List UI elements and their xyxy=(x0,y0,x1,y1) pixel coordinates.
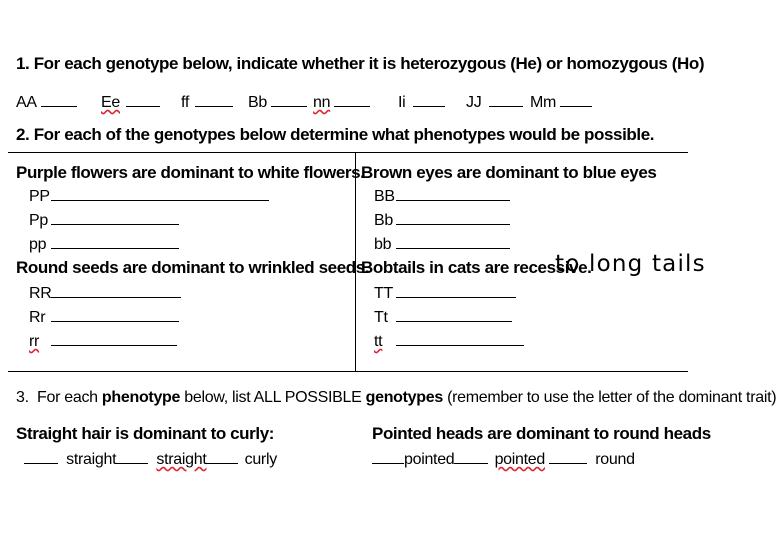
answer-blank[interactable] xyxy=(396,186,510,201)
q1-genotype-aa: AA xyxy=(16,92,77,112)
answer-blank[interactable] xyxy=(51,307,179,322)
pointed-heads-heading: Pointed heads are dominant to round heads xyxy=(372,424,711,443)
answer-blank[interactable] xyxy=(51,331,177,346)
answer-blank[interactable] xyxy=(396,283,516,298)
q3-title: 3. For each phenotype below, list ALL POSSIBLE genotypes (remember to use the letter of the dominant trait) xyxy=(16,389,776,406)
q1-genotype-jj: JJ xyxy=(466,92,523,112)
answer-blank[interactable] xyxy=(334,92,370,107)
rr-hetero-row: Rr xyxy=(29,307,179,327)
answer-blank[interactable] xyxy=(396,234,510,249)
tt-hetero-row: Tt xyxy=(374,307,512,327)
bb-dominant-row: BB xyxy=(374,186,510,206)
q1-genotype-mm: Mm xyxy=(530,92,592,112)
answer-blank[interactable] xyxy=(549,449,587,464)
answer-blank[interactable] xyxy=(396,210,510,225)
answer-blank[interactable] xyxy=(51,186,269,201)
bobtails-heading: Bobtails in cats are recessive. xyxy=(361,258,592,277)
answer-blank[interactable] xyxy=(116,449,148,464)
answer-blank[interactable] xyxy=(206,449,238,464)
answer-blank[interactable] xyxy=(51,283,181,298)
answer-blank[interactable] xyxy=(489,92,523,107)
answer-blank[interactable] xyxy=(126,92,160,107)
answer-blank[interactable] xyxy=(396,307,512,322)
bb-hetero-row: Bb xyxy=(374,210,510,230)
q1-genotype-nn: nn xyxy=(313,92,370,112)
pointed-heads-row: pointed pointed round xyxy=(372,449,635,469)
tt-recessive-row: tt xyxy=(374,331,524,351)
pp-hetero-row: Pp xyxy=(29,210,179,230)
answer-blank[interactable] xyxy=(195,92,233,107)
answer-blank[interactable] xyxy=(454,449,488,464)
answer-blank[interactable] xyxy=(51,210,179,225)
round-seeds-heading: Round seeds are dominant to wrinkled seeds. xyxy=(16,258,370,277)
answer-blank[interactable] xyxy=(271,92,307,107)
brown-eyes-heading: Brown eyes are dominant to blue eyes xyxy=(361,163,657,182)
q1-genotype-ee: Ee xyxy=(101,92,160,112)
answer-blank[interactable] xyxy=(413,92,445,107)
answer-blank[interactable] xyxy=(51,234,179,249)
rr-dominant-row: RR xyxy=(29,283,181,303)
purple-flowers-heading: Purple flowers are dominant to white flowers. xyxy=(16,163,365,182)
answer-blank[interactable] xyxy=(396,331,524,346)
answer-blank[interactable] xyxy=(41,92,77,107)
pp-recessive-row: pp xyxy=(29,234,179,254)
answer-blank[interactable] xyxy=(24,449,58,464)
pp-dominant-row: PP xyxy=(29,186,269,206)
q2-title: 2. For each of the genotypes below determine what phenotypes would be possible. xyxy=(16,125,655,144)
q1-title: 1. For each genotype below, indicate whether it is heterozygous (He) or homozygous (Ho) xyxy=(16,54,705,73)
q1-genotype-ff: ff xyxy=(181,92,233,112)
q1-genotype-ii: Ii xyxy=(398,92,445,112)
bb-recessive-row: bb xyxy=(374,234,510,254)
tt-dominant-row: TT xyxy=(374,283,516,303)
q1-genotype-bb: Bb xyxy=(248,92,307,112)
rr-recessive-row: rr xyxy=(29,331,177,351)
straight-hair-row: straight straight curly xyxy=(24,449,277,469)
answer-blank[interactable] xyxy=(372,449,404,464)
handwritten-note: to long tails xyxy=(555,251,706,277)
straight-hair-heading: Straight hair is dominant to curly: xyxy=(16,424,275,443)
answer-blank[interactable] xyxy=(560,92,592,107)
